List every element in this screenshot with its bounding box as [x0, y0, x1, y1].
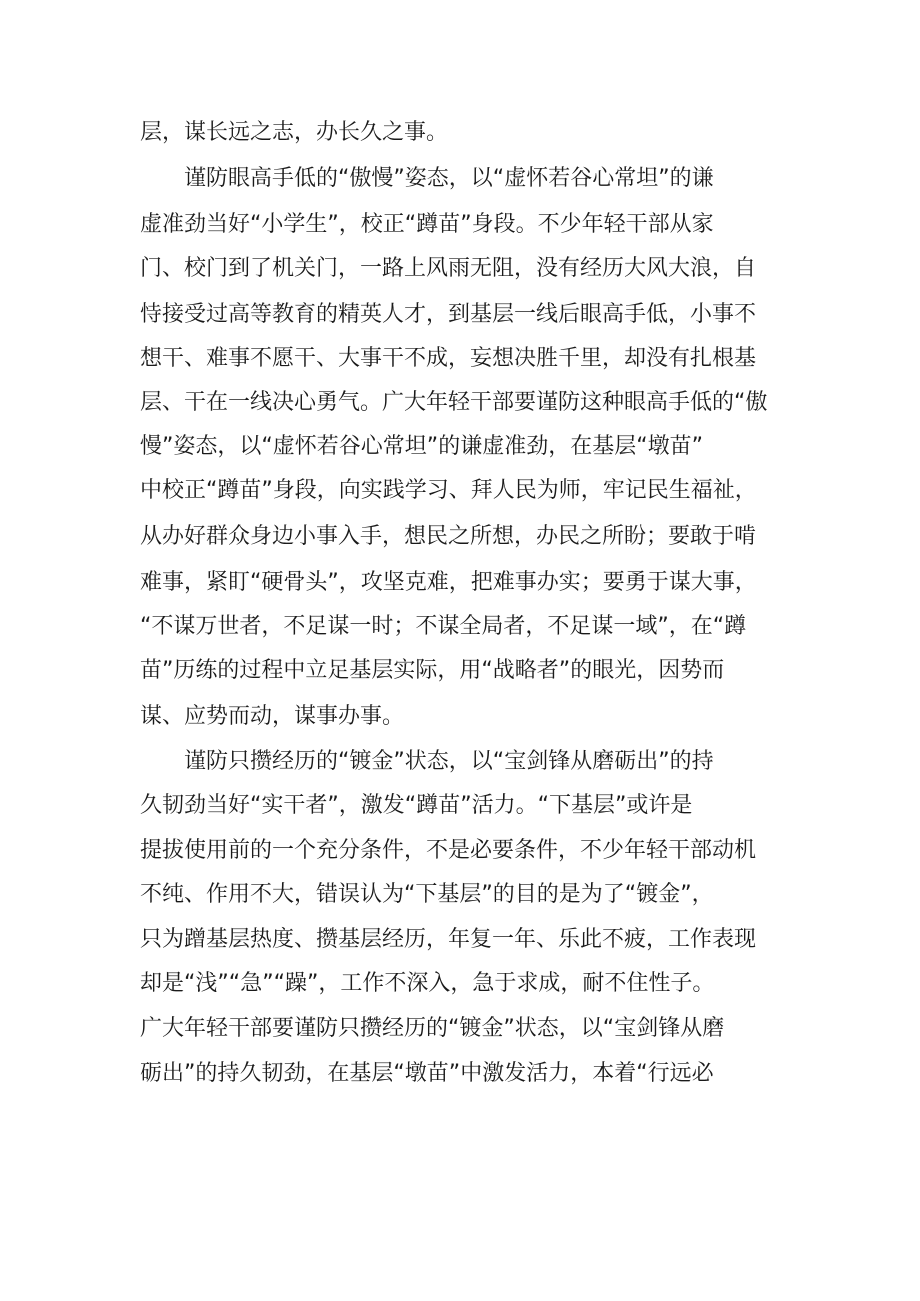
text-line: 难事，紧盯“硬骨头”，攻坚克难，把难事办实；要勇于谋大事，: [140, 570, 757, 595]
text-line: 久韧劲当好“实干者”，激发“蹲苗”活力。“下基层”或许是: [140, 793, 693, 818]
text-line: 恃接受过高等教育的精英人才，到基层一线后眼高手低，小事不: [140, 302, 757, 327]
paragraph-first-line: 谨防眼高手低的“傲慢”姿态，以“虚怀若谷心常坦”的谦: [184, 166, 714, 191]
text-line: 不纯、作用不大，错误认为“下基层”的目的是为了“镀金”，: [140, 882, 714, 907]
text-line: 想干、难事不愿干、大事干不成，妄想决胜千里，却没有扎根基: [140, 346, 757, 371]
paragraph-first-line: 谨防只攒经历的“镀金”状态，以“宝剑锋从磨砺出”的持: [184, 749, 714, 774]
text-line: 虚准劲当好“小学生”，校正“蹲苗”身段。不少年轻干部从家: [140, 212, 714, 237]
text-line: 中校正“蹲苗”身段，向实践学习、拜人民为师，牢记民生福祉，: [140, 478, 757, 503]
text-line: 苗”历练的过程中立足基层实际，用“战略者”的眼光，因势而: [140, 658, 725, 683]
text-line: 广大年轻干部要谨防只攒经历的“镀金”状态，以“宝剑锋从磨: [140, 1016, 725, 1041]
text-line: 从办好群众身边小事入手，想民之所想，办民之所盼；要敢于啃: [140, 524, 757, 549]
text-line: 层、干在一线决心勇气。广大年轻干部要谨防这种眼高手低的“傲: [140, 390, 768, 415]
text-line: 却是“浅”“急”“躁”，工作不深入，急于求成，耐不住性子。: [140, 971, 715, 996]
text-line: 谋、应势而动，谋事办事。: [140, 704, 405, 729]
text-line: “不谋万世者，不足谋一时；不谋全局者，不足谋一域”，在“蹲: [140, 614, 747, 639]
text-line: 门、校门到了机关门，一路上风雨无阻，没有经历大风大浪，自: [140, 256, 757, 281]
text-line: 砺出”的持久韧劲，在基层“墩苗”中激发活力，本着“行远必: [140, 1061, 714, 1086]
text-line: 只为蹭基层热度、攒基层经历，年复一年、乐此不疲，工作表现: [140, 927, 757, 952]
text-line: 提拔使用前的一个充分条件，不是必要条件，不少年轻干部动机: [140, 838, 757, 863]
text-line: 慢”姿态，以“虚怀若谷心常坦”的谦虚准劲，在基层“墩苗”: [140, 434, 703, 459]
text-line: 层，谋长远之志，办长久之事。: [140, 120, 449, 145]
